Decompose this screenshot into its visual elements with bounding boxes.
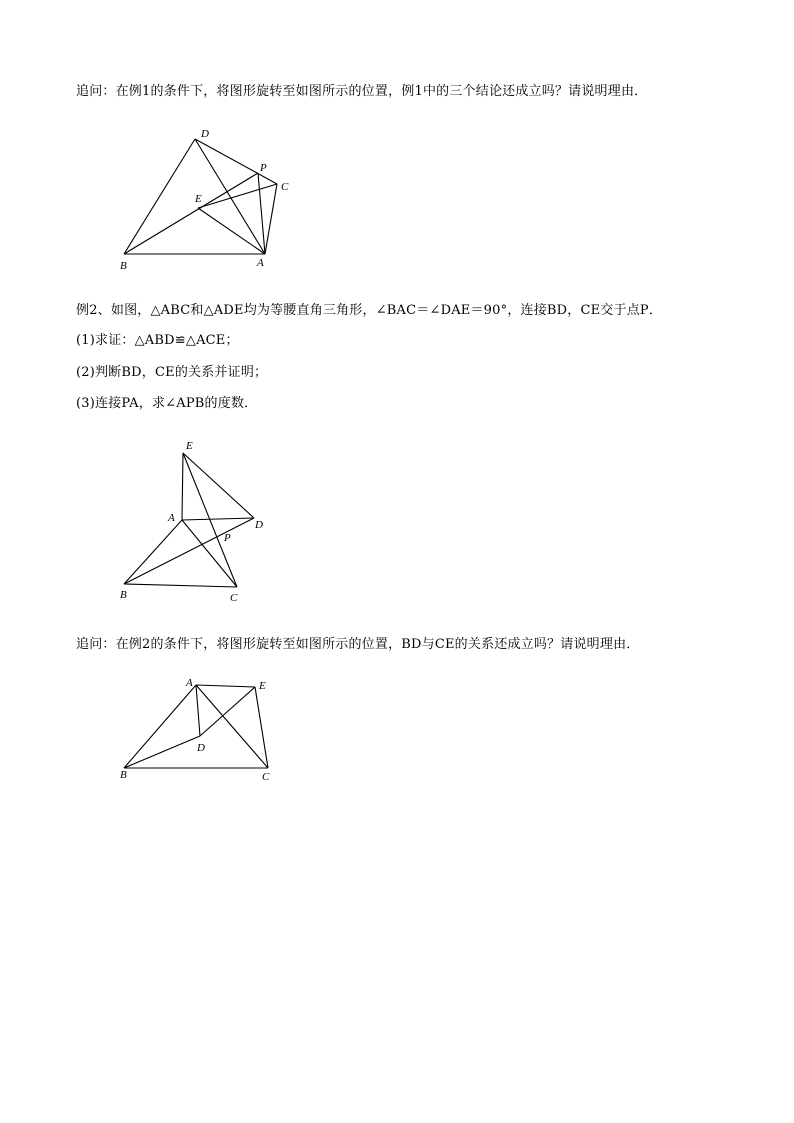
label-B: B	[120, 769, 127, 781]
segment-BD	[124, 736, 200, 768]
segment-AD	[196, 685, 200, 736]
segment-DB	[124, 139, 195, 254]
label-E: E	[195, 193, 202, 205]
label-A: A	[257, 257, 264, 269]
segment-EC	[198, 184, 277, 208]
segment-BC	[124, 584, 237, 587]
follow-up-question-2: 追问：在例2的条件下，将图形旋转至如图所示的位置，BD与CE的关系还成立吗？请说明理由．	[76, 637, 640, 652]
segment-DE	[200, 687, 255, 736]
question-3: (3)连接PA，求∠APB的度数．	[76, 396, 258, 411]
segment-EA	[198, 208, 265, 254]
label-P: P	[260, 162, 267, 174]
label-A: A	[186, 677, 193, 689]
label-C: C	[262, 771, 270, 783]
label-D: D	[255, 519, 263, 531]
label-B: B	[120, 589, 127, 601]
segment-AB	[124, 520, 182, 584]
segment-EA	[182, 453, 183, 520]
label-D: D	[197, 742, 205, 754]
label-E: E	[186, 440, 193, 452]
label-C: C	[230, 592, 238, 604]
segment-AB	[124, 685, 196, 768]
label-D: D	[201, 128, 209, 140]
label-C: C	[281, 181, 289, 193]
segment-AD	[182, 518, 254, 520]
label-B: B	[120, 260, 127, 272]
segment-CA	[265, 184, 277, 254]
segment-PA	[258, 173, 265, 254]
segment-AC	[182, 520, 237, 587]
segment-DA	[195, 139, 265, 254]
label-E: E	[259, 680, 266, 692]
segment-AE	[196, 685, 255, 687]
label-A: A	[168, 512, 175, 524]
segment-ED	[183, 453, 254, 518]
label-P: P	[224, 532, 231, 544]
example-2-statement: 例2、如图，△ABC和△ADE均为等腰直角三角形，∠BAC＝∠DAE＝90°，连接BD，CE交于点P．	[76, 303, 663, 318]
question-2: (2)判断BD，CE的关系并证明；	[76, 365, 268, 380]
follow-up-question-1: 追问：在例1的条件下，将图形旋转至如图所示的位置，例1中的三个结论还成立吗？请说明理由．	[76, 84, 648, 99]
geometry-figure-2	[110, 432, 280, 607]
geometry-figure-3	[110, 672, 280, 787]
question-1: (1)求证：△ABD≌△ACE；	[76, 333, 239, 348]
segment-BP	[124, 173, 258, 254]
geometry-figure-1	[110, 120, 310, 280]
